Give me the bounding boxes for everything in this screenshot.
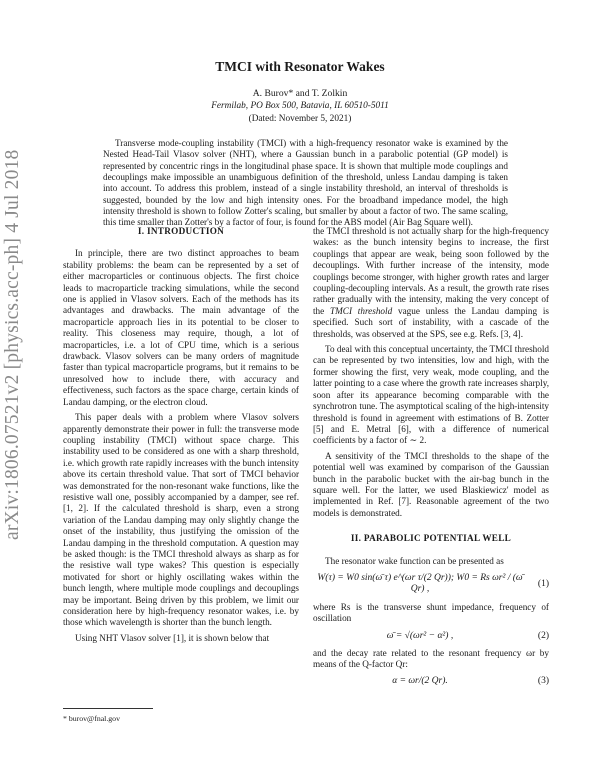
equation-body: ω̄ = √(ωr² − α²) ,	[386, 630, 454, 641]
emphasized-term: TMCI threshold	[330, 305, 393, 316]
equation-body: α = ωr/(2 Qr).	[392, 675, 448, 686]
arxiv-identifier-stamp: arXiv:1806.07521v2 [physics.acc-ph] 4 Jul 2018	[2, 149, 23, 540]
intro-paragraph: This paper deals with a problem where Vlasov solvers apparently demonstrate their power in full: the transverse mode coupling instability (TMCI) without space charge. This instability used to be considered as one with a sharp threshold, i.e. which growth rate rapidly increases with the bunch intensity above its certain threshold value. That sort of TMCI behavior was demonstrated for the non-resonant wake functions, like the resistive wall one, possibly accompanied by a damper, see ref. [1, 2]. If the calculated threshold is sharp, even a strong variation of the Landau damping may only slightly change the onset of the instability, thus justifying the omission of the Landau damping in the threshold computation. A question may be asked though: is the TMCI threshold always as sharp as for the resistive wall type wakes? This question is especially motivated for short or highly oscillating wakes within the bunch length, where multiple mode couplings and decouplings may be important. Being driven by this problem, we limit our consideration here by high-frequency resonator wakes, i.e. by those which wavelength is shorter than the bunch length.	[63, 412, 299, 628]
section-heading-parabolic-well: II. PARABOLIC POTENTIAL WELL	[350, 533, 512, 544]
right-column	[313, 226, 549, 692]
equation-3	[313, 676, 549, 687]
equation-1	[313, 573, 549, 596]
abstract: Transverse mode-coupling instability (TMCI) with a high-frequency resonator wake is examined by the Nested Head-Tail Vlasov solver (NHT), where a Gaussian bunch in a parabolic potential (GP model) is represented by concentric rings in the longitudinal phase space. It is shown that multiple mode couplings and decouplings make impossible an unambiguous definition of the threshold, unless Landau damping is taken into account. To address this problem, instead of a single instability threshold, an interval of thresholds is suggested, bounded by the low and high intensity ones. For the broadband impedance model, the high intensity threshold is shown to follow Zotter's scaling, but smaller by about a factor of two. The same scaling, this time smaller than Zotter's by a factor of four, is found for the ABS model (Air Bag Square well).	[103, 138, 508, 228]
intro-paragraph: In principle, there are two distinct approaches to beam stability problems: the beam can be represented by a set of either macroparticles or continuous objects. The first choice leads to macroparticle tracking simulations, while the second one is applied in Vlasov solvers. Each of the methods has its advantages and drawbacks. The main advantage of the macroparticle approach lies in its potential to be closer to reality. This closeness may require, though, a lot of macroparticles, i.e. a lot of CPU time, which is a serious drawback. Vlasov solvers can be many orders of magnitude faster than typical macroparticle programs, but it remains to be unresolved how to include there, with accuracy and effectiveness, such factors as the space charge, certain kinds of Landau damping, or the electron cloud.	[63, 248, 299, 407]
body-paragraph: the TMCI threshold is not actually sharp for the high-frequency wakes: as the bunch intensity begins to increase, the first couplings that appear are weak, being soon followed by the decouplings. With further increase of the intensity, mode couplings become stronger, with higher growth rates and larger coupling-decoupling intervals. As a result, the growth rate rises rather gradually with the intensity, making the very concept of the TMCI threshold vague unless the Landau damping is specified. Such sort of instability, with a cascade of the thresholds, was observed at the SPS, see e.g. Refs. [3, 4].	[313, 226, 549, 339]
body-paragraph: where Rs is the transverse shunt impedance, frequency of oscillation	[313, 601, 549, 624]
body-paragraph: To deal with this conceptual uncertainty, the TMCI threshold can be represented by two intensities, low and high, with the former showing the first, very weak, mode coupling, and the latter pointing to a case where the growth rate increases sharply, soon after its appearance becoming comparable with the synchrotron tune. The asymptotical scaling of the high-intensity threshold is found in agreement with estimations of B. Zotter [5] and E. Metral [6], with a difference of numerical coefficients by a factor of ∼ 2.	[313, 344, 549, 446]
body-paragraph: The resonator wake function can be presented as	[325, 555, 504, 566]
author-affiliation: Fermilab, PO Box 500, Batavia, IL 60510-5011	[211, 101, 389, 111]
author-list: A. Burov* and T. Zolkin	[252, 88, 348, 99]
equation-2	[313, 631, 549, 642]
paper-title: TMCI with Resonator Wakes	[215, 59, 385, 74]
equation-number: (1)	[537, 578, 549, 589]
date-line: (Dated: November 5, 2021)	[248, 114, 352, 124]
section-heading-introduction: I. INTRODUCTION	[137, 226, 225, 236]
left-column	[63, 226, 299, 644]
intro-paragraph: Using NHT Vlasov solver [1], it is shown below that	[75, 632, 270, 643]
equation-body: W(τ) = W0 sin(ω̄ τ) e^(ωr τ/(2 Qr)); W0 = Rs ωr² / (ω̄ Qr) ,	[317, 572, 523, 595]
footnote-divider	[63, 708, 153, 709]
footnote-email: * burov@fnal.gov	[63, 714, 120, 723]
body-paragraph: A sensitivity of the TMCI thresholds to the shape of the potential well was examined by comparison of the Gaussian bunch in the parabolic bucket with the air-bag bunch in the square well. For the latter, we used Blaskiewicz' model as implemented in Ref. [7]. Reasonable agreement of the two models is demonstrated.	[313, 450, 549, 518]
equation-number: (2)	[537, 630, 549, 641]
body-paragraph: and the decay rate related to the resonant frequency ωr by means of the Q-factor Qr:	[313, 648, 549, 670]
equation-number: (3)	[537, 675, 549, 686]
